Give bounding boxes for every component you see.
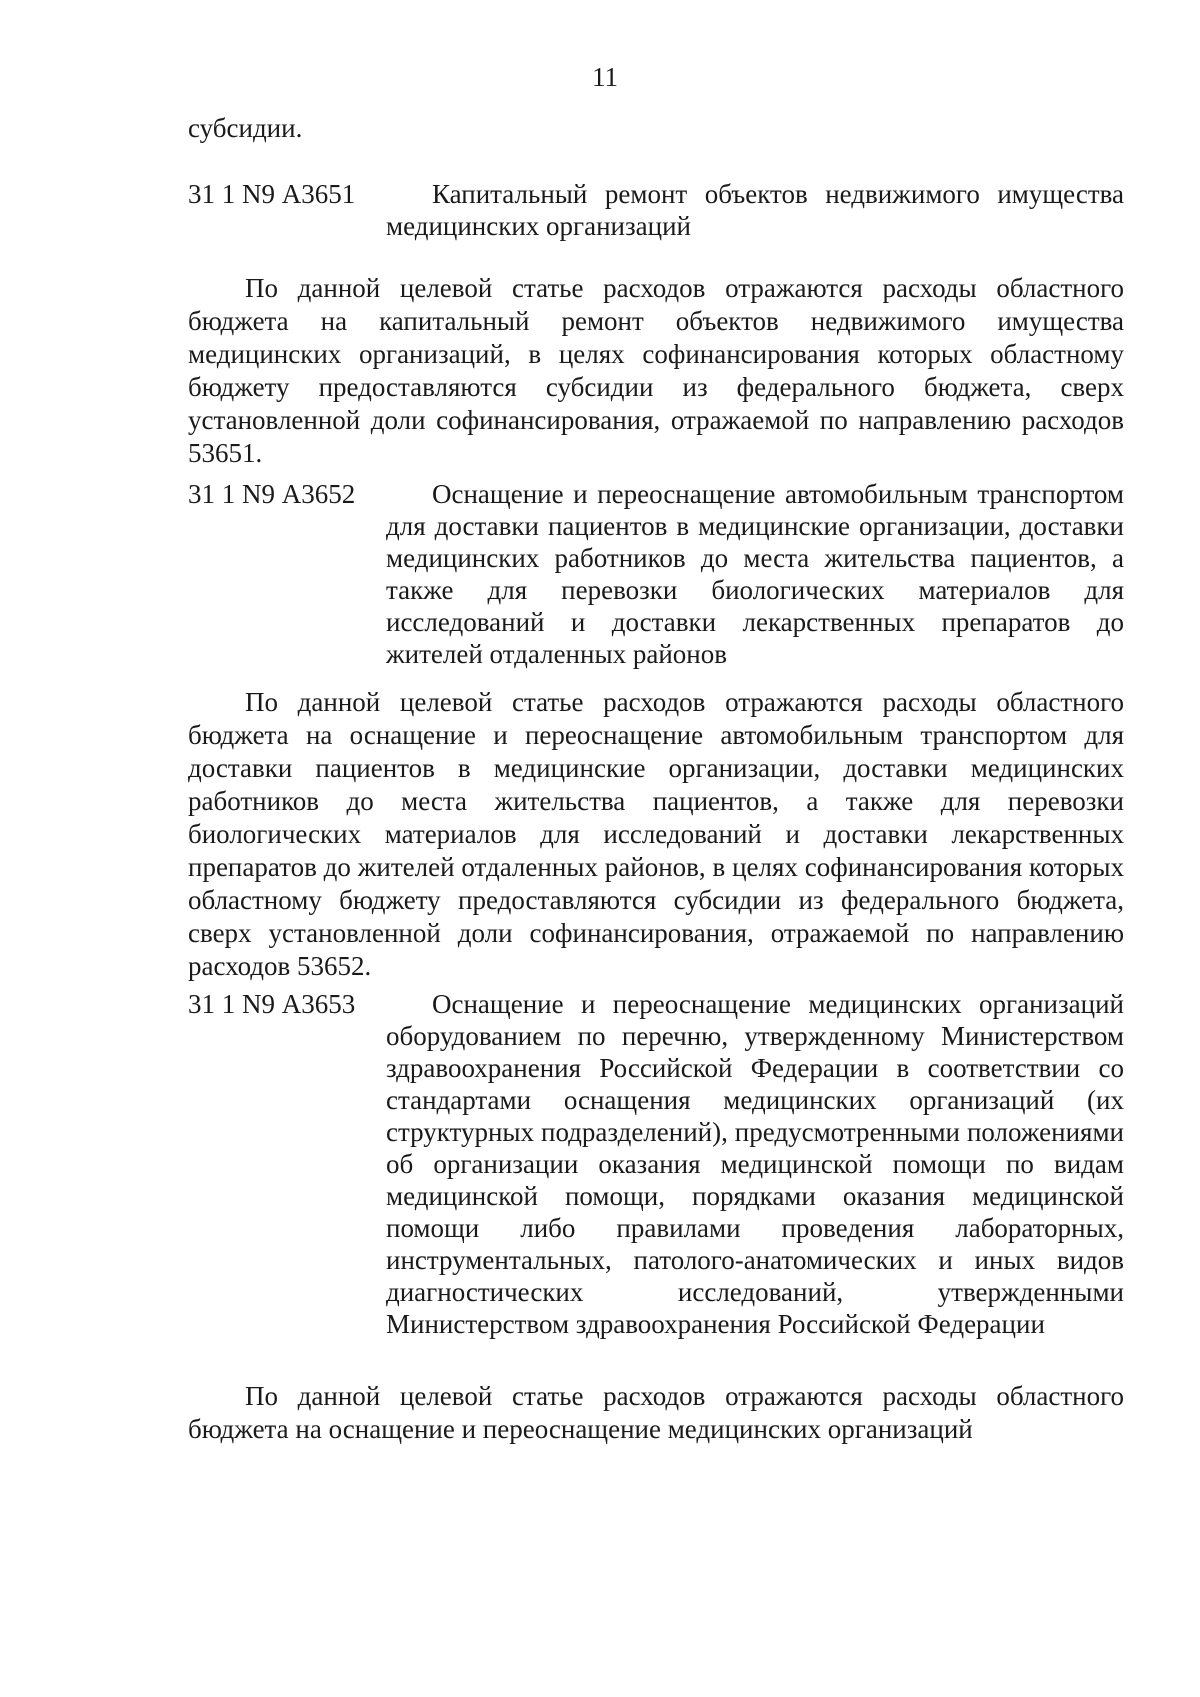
section-entry-a3652 (188, 478, 1124, 670)
section-code: 31 1 N9 А3653 (188, 989, 356, 1019)
section-entry-a3653 (188, 988, 1124, 1340)
section-paragraph-a3653 (188, 1380, 1124, 1446)
section-code: 31 1 N9 А3651 (188, 179, 356, 209)
section-paragraph: По данной целевой статье расходов отражаются расходы областного бюджета на оснащение и переоснащение автомобильным транспортом для доставки пациентов в медицинские организации, доставки медицинских работников до места жительства пациентов, а также для перевозки биологических материалов для исследований и доставки лекарственных препаратов до жителей отдаленных районов, в целях софинансирования которых областному бюджету предоставляются субсидии из федерального бюджета, сверх установленной доли софинансирования, отражаемой по направлению расходов 53652. (188, 687, 1124, 981)
section-entry-a3651 (188, 178, 1124, 242)
section-code: 31 1 N9 А3652 (188, 479, 356, 509)
page-number: 11 (592, 62, 618, 92)
section-title: Оснащение и переоснащение автомобильным транспортом для доставки пациентов в медицинские организации, доставки медицинских работников до места жительства пациентов, а также для перевозки биологических материалов для исследований и доставки лекарственных препаратов до жителей отдаленных районов (386, 479, 1124, 669)
section-paragraph-a3652 (188, 686, 1124, 983)
section-paragraph-a3651 (188, 272, 1124, 470)
continuation-line: субсидии. (188, 113, 303, 143)
section-paragraph: По данной целевой статье расходов отражаются расходы областного бюджета на оснащение и переоснащение медицинских организаций (188, 1381, 1124, 1444)
section-title: Капитальный ремонт объектов недвижимого имущества медицинских организаций (386, 179, 1124, 241)
section-paragraph: По данной целевой статье расходов отражаются расходы областного бюджета на капитальный ремонт объектов недвижимого имущества медицинских организаций, в целях софинансирования которых областному бюджету предоставляются субсидии из федерального бюджета, сверх установленной доли софинансирования, отражаемой по направлению расходов 53651. (188, 273, 1124, 468)
section-title: Оснащение и переоснащение медицинских организаций оборудованием по перечню, утвержденному Министерством здравоохранения Российской Федерации в соответствии со стандартами оснащения медицинских организаций (их структурных подразделений), предусмотренными положениями об организации оказания медицинской помощи по видам медицинской помощи, порядками оказания медицинской помощи либо правилами проведения лабораторных, инструментальных, патолого-анатомических и иных видов диагностических исследований, утвержденными Министерством здравоохранения Российской Федерации (386, 989, 1124, 1339)
continuation-text (188, 112, 1124, 145)
